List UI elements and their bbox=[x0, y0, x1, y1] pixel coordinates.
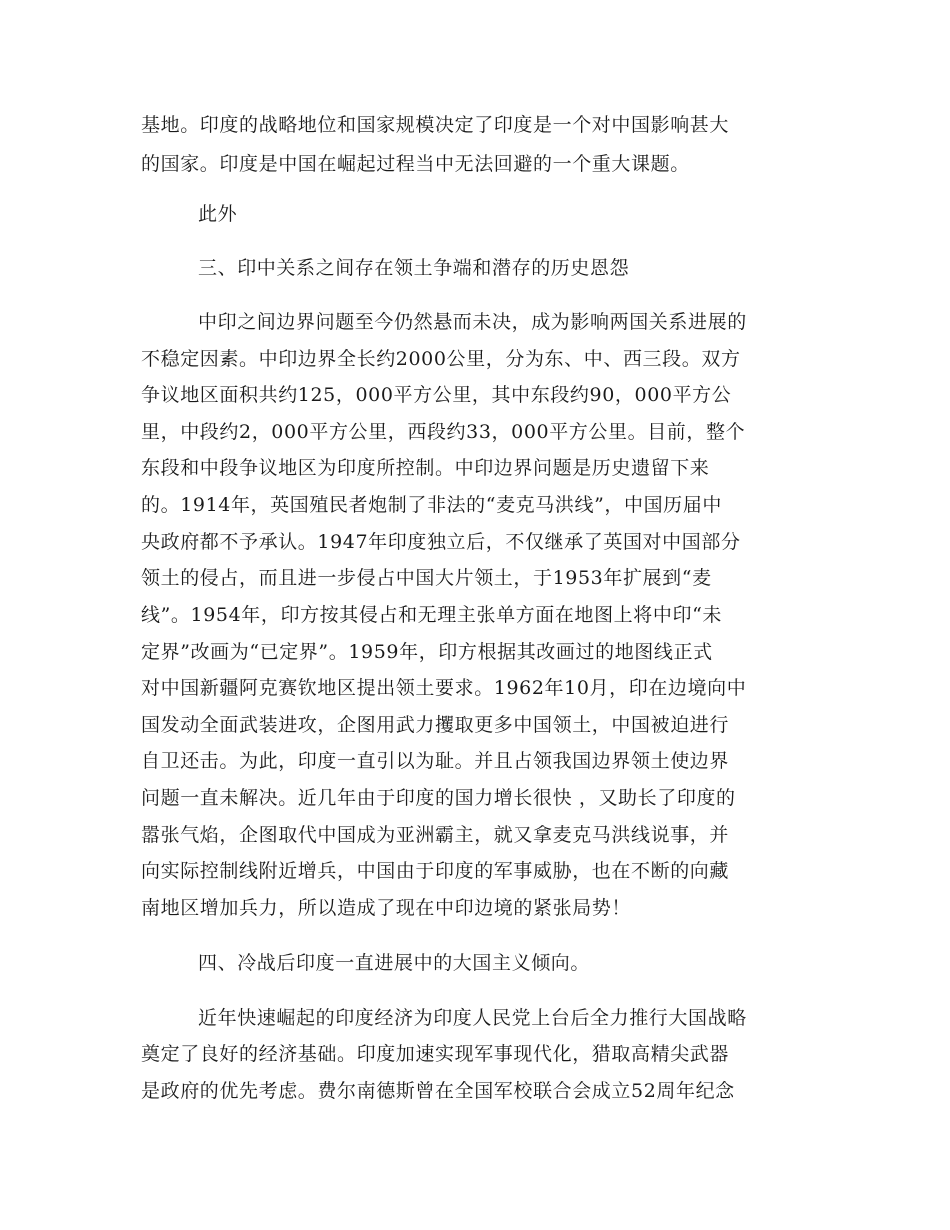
text-line: 南地区增加兵力，所以造成了现在中印边境的紧张局势！ bbox=[141, 897, 632, 919]
text-line: 对中国新疆阿克赛钦地区提出领土要求。1962年10月，印在边境向中 bbox=[141, 677, 747, 699]
text-line: 向实际控制线附近增兵，中国由于印度的军事威胁，也在不断的向藏 bbox=[141, 860, 730, 882]
text-line: 的。1914年，英国殖民者炮制了非法的“麦克马洪线”，中国历届中 bbox=[141, 494, 722, 516]
text-line: 的国家。印度是中国在崛起过程当中无法回避的一个重大课题。 bbox=[141, 153, 690, 175]
text-line: 里，中段约2，000平方公里，西段约33，000平方公里。目前，整个 bbox=[141, 421, 746, 443]
text-line: 线”。1954年，印方按其侵占和无理主张单方面在地图上将中印“未 bbox=[141, 604, 722, 626]
text-line: 自卫还击。为此，印度一直引以为耻。并且占领我国边界领土使边界 bbox=[141, 750, 730, 772]
text-line: 嚣张气焰，企图取代中国成为亚洲霸主，就又拿麦克马洪线说事，并 bbox=[141, 824, 730, 846]
text-line: 央政府都不予承认。1947年印度独立后，不仅继承了英国对中国部分 bbox=[141, 531, 741, 553]
text-line: 基地。印度的战略地位和国家规模决定了印度是一个对中国影响甚大 bbox=[141, 114, 730, 136]
text-line: 此外 bbox=[198, 203, 238, 225]
text-line: 定界”改画为“已定界”。1959年，印方根据其改画过的地图线正式 bbox=[141, 641, 713, 663]
text-line: 东段和中段争议地区为印度所控制。中印边界问题是历史遗留下来 bbox=[141, 457, 710, 479]
text-line: 问题一直未解决。近几年由于印度的国力增长很快 ，又助长了印度的 bbox=[141, 787, 736, 809]
section-heading: 三、印中关系之间存在领土争端和潜存的历史恩怨 bbox=[198, 257, 630, 279]
text-line: 中印之间边界问题至今仍然悬而未决，成为影响两国关系进展的 bbox=[198, 311, 747, 333]
section-heading: 四、冷战后印度一直进展中的大国主义倾向。 bbox=[198, 952, 591, 974]
text-line: 近年快速崛起的印度经济为印度人民党上台后全力推行大国战略 bbox=[198, 1007, 747, 1029]
text-line: 争议地区面积共约125，000平方公里，其中东段约90，000平方公 bbox=[141, 384, 732, 406]
text-line: 领土的侵占，而且进一步侵占中国大片领土，于1953年扩展到“麦 bbox=[141, 567, 712, 589]
text-line: 不稳定因素。中印边界全长约2000公里，分为东、中、西三段。双方 bbox=[141, 348, 741, 370]
text-line: 奠定了良好的经济基础。印度加速实现军事现代化，猎取高精尖武器 bbox=[141, 1043, 730, 1065]
text-line: 国发动全面武装进攻，企图用武力攫取更多中国领土，中国被迫进行 bbox=[141, 714, 730, 736]
text-line: 是政府的优先考虑。费尔南德斯曾在全国军校联合会成立52周年纪念 bbox=[141, 1080, 735, 1102]
